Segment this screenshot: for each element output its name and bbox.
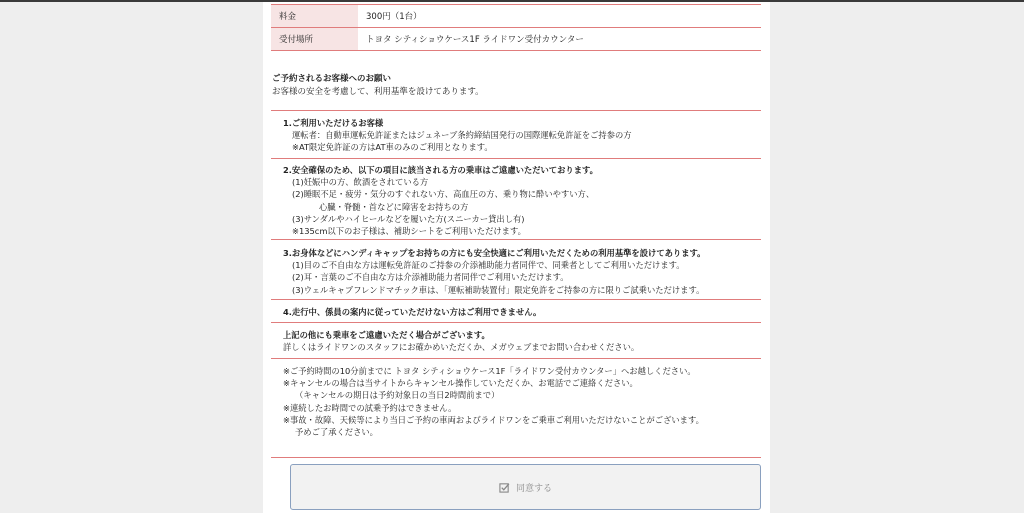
content-page	[263, 2, 770, 513]
rule-section-5	[283, 329, 761, 353]
reception-value: トヨタ シティショウケース1F ライドワン受付カウンター	[358, 28, 761, 51]
rule-1-line-2: ※AT限定免許証の方はAT車のみのご利用となります。	[292, 142, 493, 153]
rule-2-heading: 2.安全確保のため、以下の項目に該当される方の乗車はご遠慮いただいております。	[283, 165, 598, 175]
rule-2-line-3: 心臓・脊髄・首などに障害をお持ちの方	[319, 201, 469, 212]
rule-2-line-5: ※135cm以下のお子様は、補助シートをご利用いただけます。	[292, 226, 526, 237]
table-row	[271, 28, 761, 51]
info-table	[271, 4, 761, 51]
divider	[271, 322, 761, 323]
note-line-1: ※ご予約時間の10分前までに トヨタ シティショウケース1F「ライドワン受付カウンター」へお越しください。	[283, 366, 696, 376]
rule-section-2	[283, 164, 761, 237]
checkbox-icon	[499, 482, 510, 493]
rule-3-line-2: (2)耳・言葉のご不自由な方は介添補助能力者同伴でご利用いただけます。	[292, 272, 569, 283]
note-line-3: （キャンセルの期日は予約対象日の当日2時間前まで）	[295, 390, 500, 401]
reception-label: 受付場所	[271, 28, 358, 51]
fee-label: 料金	[271, 5, 358, 28]
rule-5-heading: 上記の他にも乗車をご遠慮いただく場合がございます。	[283, 330, 490, 340]
rule-5-line-1: 詳しくはライドワンのスタッフにお確かめいただくか、メガウェブまでお問い合わせください。	[283, 342, 640, 353]
rule-1-heading: 1.ご利用いただけるお客様	[283, 118, 384, 128]
note-line-5: ※事故・故障、天候等により当日ご予約の車両およびライドワンをご乗車ご利用いただけないことがございます。	[283, 414, 704, 425]
divider	[271, 158, 761, 159]
notice-subtitle: お客様の安全を考慮して、利用基準を設けてあります。	[272, 87, 484, 97]
rule-2-line-2: (2)睡眠不足・疲労・気分のすぐれない方、高血圧の方、乗り物に酔いやすい方、	[292, 189, 595, 200]
rule-section-4	[283, 306, 761, 318]
divider	[271, 358, 761, 359]
divider	[271, 457, 761, 458]
reservation-notes	[283, 365, 761, 438]
rule-2-line-4: (3)サンダルやハイヒールなどを履いた方(スニーカー貸出し有)	[292, 213, 525, 224]
rule-section-1	[283, 117, 761, 154]
notice-title: ご予約されるお客様へのお願い	[272, 74, 392, 84]
note-line-2: ※キャンセルの場合は当サイトからキャンセル操作していただくか、お電話でご連絡ください。	[283, 378, 638, 389]
rule-2-line-1: (1)妊娠中の方、飲酒をされている方	[292, 177, 429, 188]
rule-1-line-1: 運転者：自動車運転免許証またはジュネーブ条約締結国発行の国際運転免許証をご持参の方	[292, 130, 632, 141]
divider	[271, 299, 761, 300]
rule-3-heading: 3.お身体などにハンディキャップをお持ちの方にも安全快適にご利用いただくための利用基準を設けてあります。	[283, 248, 706, 258]
note-line-6: 予めご了承ください。	[295, 427, 378, 438]
divider	[271, 110, 761, 111]
agree-button-label: 同意する	[515, 483, 552, 494]
table-row	[271, 5, 761, 28]
divider	[271, 239, 761, 240]
rule-4-heading: 4.走行中、係員の案内に従っていただけない方はご利用できません。	[283, 307, 542, 317]
note-line-4: ※連続したお時間での試乗予約はできません。	[283, 402, 457, 413]
agree-button[interactable]	[290, 464, 761, 510]
rule-section-3	[283, 247, 761, 296]
rule-3-line-3: (3)ウェルキャブフレンドマチック車は、「運転補助装置付」限定免許をご持参の方に限りご試乗いただけます。	[292, 284, 705, 295]
content-inner	[271, 4, 761, 494]
fee-value: 300円（1台）	[358, 5, 761, 28]
rule-3-line-1: (1)目のご不自由な方は運転免許証のご持参の介添補助能力者同伴で、同乗者としてご利用いただけます。	[292, 260, 685, 271]
